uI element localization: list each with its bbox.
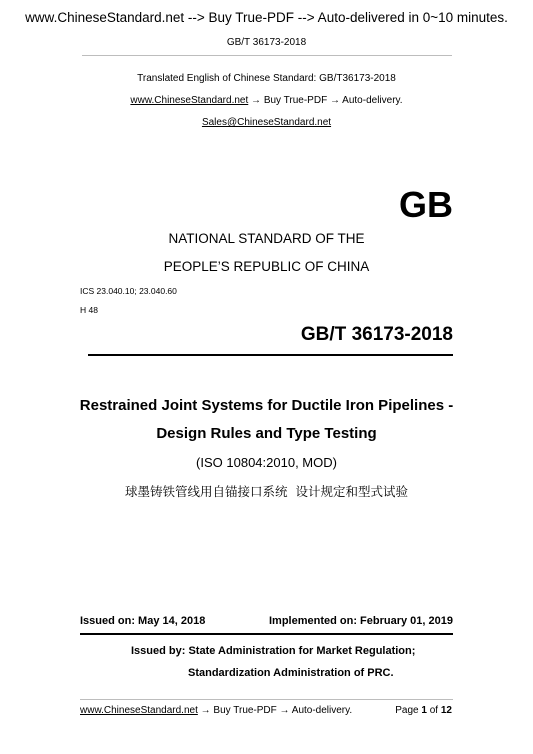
issuer-line2: Standardization Administration of PRC. (188, 667, 394, 679)
page-current: 1 (421, 705, 427, 716)
dates-rule (80, 633, 453, 635)
footer-website-link[interactable]: www.ChineseStandard.net (80, 705, 198, 716)
standard-number: GB/T 36173-2018 (300, 324, 453, 345)
footer-link-rest: → Buy True-PDF → Auto-delivery. (197, 705, 353, 716)
implemented-date: Implemented on: February 01, 2019 (268, 615, 453, 627)
page-total: 12 (440, 705, 452, 716)
iso-equivalence: (ISO 10804:2010, MOD) (196, 455, 337, 470)
page-indicator (395, 705, 452, 716)
ics-code: ICS 23.040.10; 23.040.60 (80, 286, 177, 296)
translation-link-rest: → Buy True-PDF → Auto-delivery. (248, 95, 403, 106)
running-header: GB/T 36173-2018 (226, 37, 307, 48)
standard-number-rule (88, 354, 453, 356)
email-link[interactable]: Sales@ChineseStandard.net (201, 117, 332, 128)
footer-link-line (80, 705, 352, 716)
national-standard-line2: PEOPLE’S REPUBLIC OF CHINA (163, 259, 370, 274)
website-link[interactable]: www.ChineseStandard.net (130, 95, 249, 106)
issuer-line1: Issued by: State Administration for Market Regulation; (131, 645, 416, 657)
header-divider (82, 55, 452, 56)
page-of: of (429, 705, 439, 716)
email-line (0, 117, 533, 128)
issued-date: Issued on: May 14, 2018 (80, 615, 206, 627)
national-standard-line1: NATIONAL STANDARD OF THE (168, 231, 365, 246)
title-line2: Design Rules and Type Testing (156, 425, 377, 442)
chinese-title: 球墨铸铁管线用自锚接口系统 设计规定和型式试验 (125, 484, 408, 499)
translation-link-line (0, 95, 533, 106)
title-line1: Restrained Joint Systems for Ductile Iron Pipelines - (79, 397, 454, 414)
ccs-code: H 48 (80, 305, 98, 315)
gb-mark: GB (399, 184, 453, 225)
top-banner: www.ChineseStandard.net --> Buy True-PDF --> Auto-delivered in 0~10 minutes. (25, 10, 508, 25)
footer-divider (80, 699, 453, 700)
page-word: Page (395, 705, 419, 716)
translation-line: Translated English of Chinese Standard: GB/T36173-2018 (137, 73, 396, 84)
